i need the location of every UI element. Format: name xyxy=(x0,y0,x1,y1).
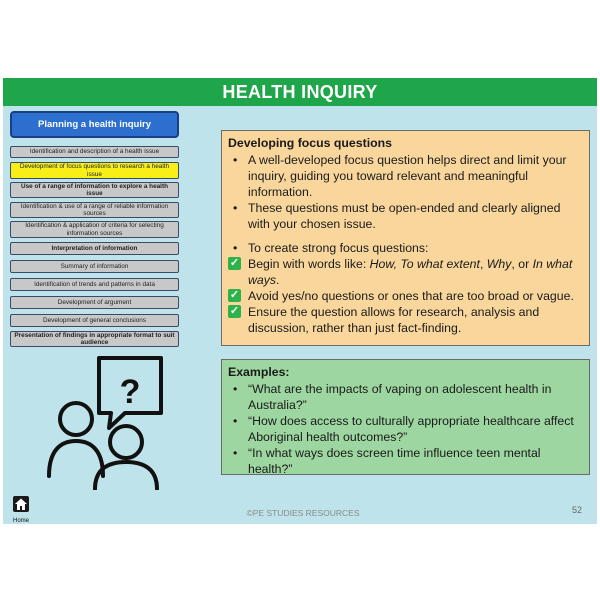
sidebar-item-trends[interactable]: Identification of trends and patterns in data xyxy=(10,278,179,291)
sidebar-item-reliable-sources[interactable]: Identification & use of a range of reliable information sources xyxy=(10,202,179,218)
sidebar-item-range-of-information[interactable]: Use of a range of information to explore a health issue xyxy=(10,182,179,198)
page-title: HEALTH INQUIRY xyxy=(3,78,597,106)
focus-questions-box xyxy=(221,130,590,346)
example-item: • “How does access to culturally appropriate healthcare affect Aboriginal health outcomes?” xyxy=(228,413,583,445)
checkmark-icon: ✓ xyxy=(229,305,240,317)
checkmark-icon: ✓ xyxy=(229,257,240,269)
home-icon xyxy=(12,495,30,513)
two-people-question-icon xyxy=(41,355,166,490)
copyright-footer: ©PE STUDIES RESOURCES xyxy=(246,508,360,518)
focus-heading: Developing focus questions xyxy=(228,136,392,150)
home-button[interactable] xyxy=(10,495,32,525)
sidebar-item-presentation[interactable]: Presentation of findings in appropriate format to suit audience xyxy=(10,331,179,347)
planning-inquiry-button[interactable]: Planning a health inquiry xyxy=(10,111,179,138)
example-item: • “What are the impacts of vaping on adolescent health in Australia?” xyxy=(228,381,583,413)
sidebar-item-conclusions[interactable]: Development of general conclusions xyxy=(10,314,179,327)
focus-bullet-2: • These questions must be open-ended and clearly aligned with your chosen issue. xyxy=(228,200,583,232)
examples-heading: Examples: xyxy=(228,365,290,379)
check-item-1: ✓ Begin with words like: How, To what extent, Why, or In what ways. xyxy=(229,257,573,287)
example-item: • “In what ways does screen time influence teen mental health?” xyxy=(228,445,583,477)
home-label: Home xyxy=(12,518,29,524)
sidebar-item-summary[interactable]: Summary of information xyxy=(10,260,179,273)
check-item-2: ✓ Avoid yes/no questions or ones that are too broad or vague. xyxy=(229,289,574,303)
page-number: 52 xyxy=(572,505,583,515)
sidebar-item-argument[interactable]: Development of argument xyxy=(10,296,179,309)
checkmark-icon: ✓ xyxy=(229,289,240,301)
sidebar-item-criteria-sources[interactable]: Identification & application of criteria for selecting information sources xyxy=(10,221,179,238)
focus-bullet-1: • A well-developed focus question helps direct and limit your inquiry, guiding you toward relevant and meaningful information. xyxy=(228,152,583,200)
slide xyxy=(3,78,597,524)
check-item-3: ✓ Ensure the question allows for research, analysis and discussion, rather than just fact-finding. xyxy=(229,305,540,335)
sidebar-item-focus-questions[interactable]: Development of focus questions to research a health issue xyxy=(10,162,179,179)
question-mark: ? xyxy=(119,373,141,411)
examples-box xyxy=(221,359,590,475)
focus-bullet-3: • To create strong focus questions: xyxy=(228,240,583,256)
sidebar-item-identification[interactable]: Identification and description of a health issue xyxy=(10,146,179,158)
sidebar-item-interpretation[interactable]: Interpretation of information xyxy=(10,242,179,255)
